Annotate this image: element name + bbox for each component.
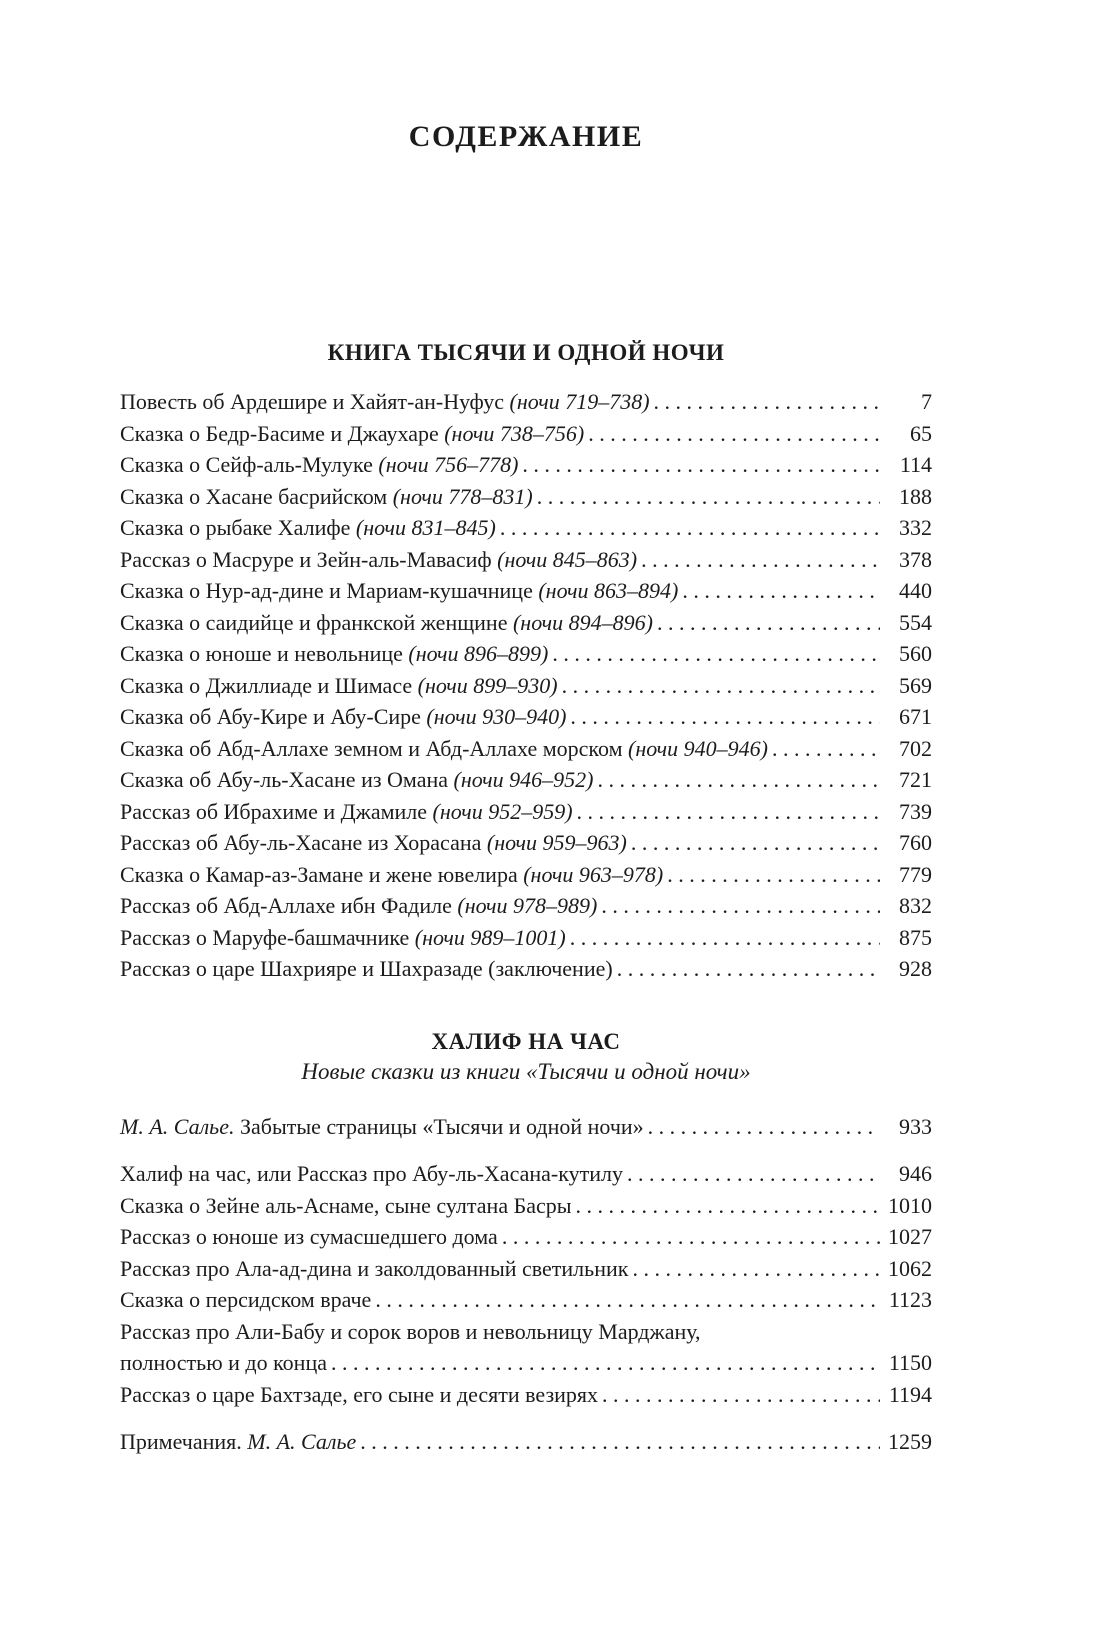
- toc-page-number: 1150: [888, 1350, 932, 1375]
- section-subtitle: Новые сказки из книги «Тысячи и одной ночи»: [301, 1058, 751, 1084]
- dot-leader: [613, 953, 880, 985]
- toc-page-number: 779: [899, 861, 932, 887]
- dot-leader: [566, 701, 880, 733]
- toc-entry: [120, 1111, 932, 1143]
- dot-leader: [627, 827, 880, 859]
- toc-entry: [120, 386, 932, 418]
- toc-entry-title: Сказка о саидийце и франкской женщине (ночи 894–896): [120, 609, 653, 635]
- toc-entry-title: Халиф на час, или Рассказ про Абу-ль-Хасана-кутилу: [120, 1161, 623, 1186]
- toc-page-number: 702: [899, 735, 932, 761]
- toc-entry-title: Сказка о персидском враче: [120, 1287, 372, 1312]
- toc-entry-title: Рассказ о царе Бахтзаде, его сыне и десяти везирях: [120, 1381, 599, 1407]
- toc-entry-title: Сказка о рыбаке Халифе (ночи 831–845): [120, 515, 496, 540]
- dot-leader: [597, 890, 880, 922]
- toc-entry: [120, 1316, 932, 1348]
- toc-entry: [120, 890, 932, 922]
- toc-entry-title: Сказка об Абу-Кире и Абу-Сире (ночи 930–940): [120, 704, 567, 729]
- dot-leader: [533, 481, 880, 513]
- toc-page-number: 832: [899, 893, 932, 918]
- toc-entry: [120, 1158, 932, 1190]
- toc-entry-title: Рассказ об Абу-ль-Хасане из Хорасана (ночи 959–963): [120, 830, 627, 855]
- toc-entry: [120, 544, 932, 576]
- dot-leader: [572, 1190, 880, 1222]
- toc-entry: [120, 449, 932, 481]
- toc-entry-title: Сказка об Абд-Аллахе земном и Абд-Аллахе морском (ночи 940–946): [120, 735, 769, 761]
- toc-entry-title: Рассказ про Ала-ад-дина и заколдованный светильник: [120, 1255, 629, 1281]
- toc-entry-title: Рассказ о Масруре и Зейн-аль-Мавасиф (ночи 845–863): [120, 546, 638, 572]
- toc-page-number: 933: [899, 1113, 932, 1139]
- toc-page-number: 1027: [888, 1224, 932, 1249]
- toc-page-number: 65: [910, 420, 932, 446]
- dot-leader: [623, 1158, 880, 1190]
- toc-page-number: 569: [899, 672, 932, 698]
- dot-leader: [637, 544, 880, 576]
- toc-page-number: 928: [899, 956, 932, 981]
- toc-entry-title: М. А. Салье. Забытые страницы «Тысячи и одной ночи»: [120, 1113, 644, 1139]
- toc-page-number: 875: [899, 924, 932, 950]
- toc-page-number: 1062: [888, 1255, 932, 1281]
- toc-entry: [120, 607, 932, 639]
- dot-leader: [678, 575, 880, 607]
- toc-list-section1: [120, 386, 932, 985]
- dot-leader: [584, 418, 880, 450]
- toc-entry: [120, 701, 932, 733]
- toc-page-number: 7: [921, 389, 932, 414]
- toc-entry: [120, 922, 932, 954]
- dot-leader: [566, 922, 880, 954]
- toc-page-number: 671: [899, 704, 932, 729]
- toc-entry-title: Рассказ о царе Шахрияре и Шахразаде (заключение): [120, 956, 613, 981]
- toc-page-number: 1194: [888, 1381, 932, 1407]
- section-heading-book-1001-nights: КНИГА ТЫСЯЧИ И ОДНОЙ НОЧИ: [327, 340, 725, 365]
- toc-entry-title: Примечания. М. А. Салье: [120, 1429, 357, 1454]
- toc-page-number: 332: [899, 515, 932, 540]
- toc-page-number: 1123: [888, 1287, 932, 1312]
- dot-leader: [653, 607, 880, 639]
- toc-entry: [120, 670, 932, 702]
- dot-leader: [356, 1426, 880, 1458]
- toc-entry-title: Сказка о Зейне аль-Аснаме, сыне султана Басры: [120, 1192, 572, 1218]
- dot-leader: [573, 796, 880, 828]
- toc-entry: [120, 481, 932, 513]
- dot-leader: [594, 764, 880, 796]
- toc-entry: [120, 1379, 932, 1411]
- content-column: [120, 0, 932, 1458]
- toc-entry: [120, 512, 932, 544]
- toc-entry-title: Сказка об Абу-ль-Хасане из Омана (ночи 946–952): [120, 767, 594, 792]
- toc-entry-title: Рассказ об Ибрахиме и Джамиле (ночи 952–959): [120, 798, 573, 824]
- toc-page-number: 721: [899, 767, 932, 792]
- toc-entry-title: Рассказ о Маруфе-башмачнике (ночи 989–1001): [120, 924, 566, 950]
- dot-leader: [496, 512, 880, 544]
- dot-leader: [650, 386, 880, 418]
- toc-page-number: 739: [899, 798, 932, 824]
- dot-leader: [768, 733, 880, 765]
- toc-entry-title: Сказка о Камар-аз-Замане и жене ювелира (ночи 963–978): [120, 861, 664, 887]
- toc-entry-title: Рассказ о юноше из сумасшедшего дома: [120, 1224, 498, 1249]
- toc-page-number: 554: [899, 609, 932, 635]
- toc-page-number: 378: [899, 546, 932, 572]
- toc-entry: [120, 638, 932, 670]
- toc-entry-title: Сказка о Джиллиаде и Шимасе (ночи 899–930): [120, 672, 558, 698]
- toc-entry: [120, 733, 932, 765]
- dot-leader: [558, 670, 880, 702]
- toc-page-number: 1259: [888, 1429, 932, 1454]
- section-heading-caliph-for-an-hour: ХАЛИФ НА ЧАС: [431, 1028, 621, 1054]
- toc-page-number: 946: [899, 1161, 932, 1186]
- toc-entry: [120, 953, 932, 985]
- toc-entry: [120, 796, 932, 828]
- toc-entry: [120, 827, 932, 859]
- toc-entry-title: Сказка о Бедр-Басиме и Джаухаре (ночи 738–756): [120, 420, 585, 446]
- toc-entry-title: полностью и до конца: [120, 1350, 327, 1375]
- toc-entry-title: Сказка о Нур-ад-дине и Мариам-кушачнице (ночи 863–894): [120, 578, 679, 603]
- toc-entry: [120, 1253, 932, 1285]
- toc-entry: [120, 1426, 932, 1458]
- dot-leader: [498, 1221, 880, 1253]
- toc-page-number: 440: [899, 578, 932, 603]
- toc-entry: [120, 1221, 932, 1253]
- toc-page-number: 1010: [888, 1192, 932, 1218]
- toc-page-number: 188: [899, 483, 932, 509]
- toc-entry: [120, 1347, 932, 1379]
- dot-leader: [371, 1284, 880, 1316]
- toc-entry-title: Рассказ об Абд-Аллахе ибн Фадиле (ночи 978–989): [120, 893, 598, 918]
- dot-leader: [644, 1111, 880, 1143]
- toc-entry: [120, 859, 932, 891]
- toc-list-section2-intro: [120, 1111, 932, 1143]
- dot-leader: [628, 1253, 880, 1285]
- toc-page-number: 560: [899, 641, 932, 666]
- dot-leader: [327, 1347, 880, 1379]
- dot-leader: [663, 859, 880, 891]
- toc-entry-title: Рассказ про Али-Бабу и сорок воров и невольницу Марджану,: [120, 1318, 701, 1344]
- page-title: СОДЕРЖАНИЕ: [408, 120, 644, 153]
- dot-leader: [518, 449, 880, 481]
- toc-list-notes: [120, 1426, 932, 1458]
- toc-entry: [120, 764, 932, 796]
- toc-entry: [120, 575, 932, 607]
- toc-entry: [120, 1190, 932, 1222]
- toc-entry-title: Сказка о Сейф-аль-Мулуке (ночи 756–778): [120, 452, 519, 477]
- toc-entry-title: Сказка о Хасане басрийском (ночи 778–831): [120, 483, 533, 509]
- toc-list-section2-tales: [120, 1158, 932, 1410]
- toc-entry-title: Сказка о юноше и невольнице (ночи 896–899): [120, 641, 549, 666]
- dot-leader: [548, 638, 880, 670]
- toc-entry: [120, 1284, 932, 1316]
- toc-entry-title: Повесть об Ардешире и Хайят-ан-Нуфус (ночи 719–738): [120, 389, 650, 414]
- dot-leader: [598, 1379, 880, 1411]
- toc-page-number: 760: [899, 830, 932, 855]
- toc-entry: [120, 418, 932, 450]
- toc-page-number: 114: [899, 452, 932, 477]
